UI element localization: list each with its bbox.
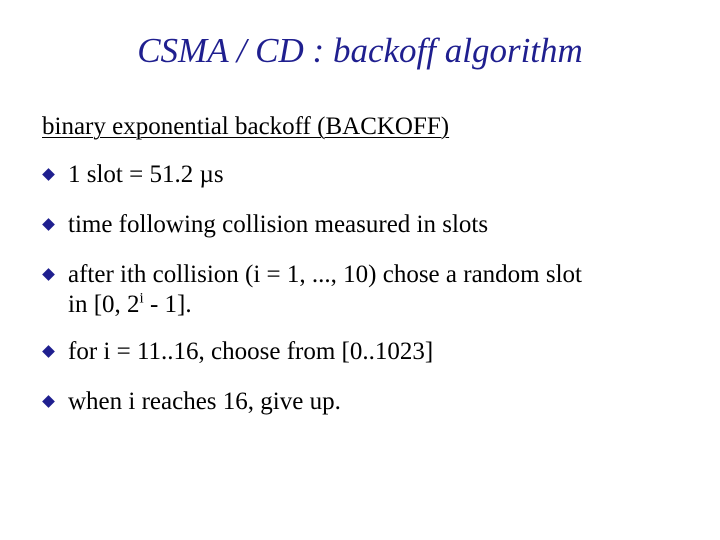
diamond-icon [42, 345, 55, 358]
exponent-superscript: i [139, 290, 144, 307]
bullet-item-slot [42, 160, 702, 190]
bullet-list [42, 160, 702, 437]
bullet-item-ith-collision [42, 260, 702, 320]
diamond-icon [42, 268, 55, 281]
diamond-icon [42, 395, 55, 408]
bullet-text: for i = 11..16, choose from [0..1023] [68, 338, 434, 365]
diamond-icon [42, 218, 55, 231]
bullet-text-line-2 [68, 290, 702, 320]
slide-subtitle: binary exponential backoff (BACKOFF) [42, 113, 450, 140]
bullet-item-range [42, 337, 702, 367]
bullet-text: when i reaches 16, give up. [68, 388, 341, 415]
bullet-text: 1 slot = 51.2 µs [68, 161, 224, 188]
bullet-item-time [42, 210, 702, 240]
bullet-text-part: - 1]. [143, 291, 192, 318]
bullet-text-part: in [0, 2 [68, 291, 140, 318]
bullet-item-give-up [42, 387, 702, 417]
bullet-text: time following collision measured in slots [68, 211, 489, 238]
diamond-icon [42, 168, 55, 181]
slide-title: CSMA / CD : backoff algorithm [137, 31, 583, 70]
bullet-text-line-1: after ith collision (i = 1, ..., 10) chose a random slot [68, 261, 582, 288]
